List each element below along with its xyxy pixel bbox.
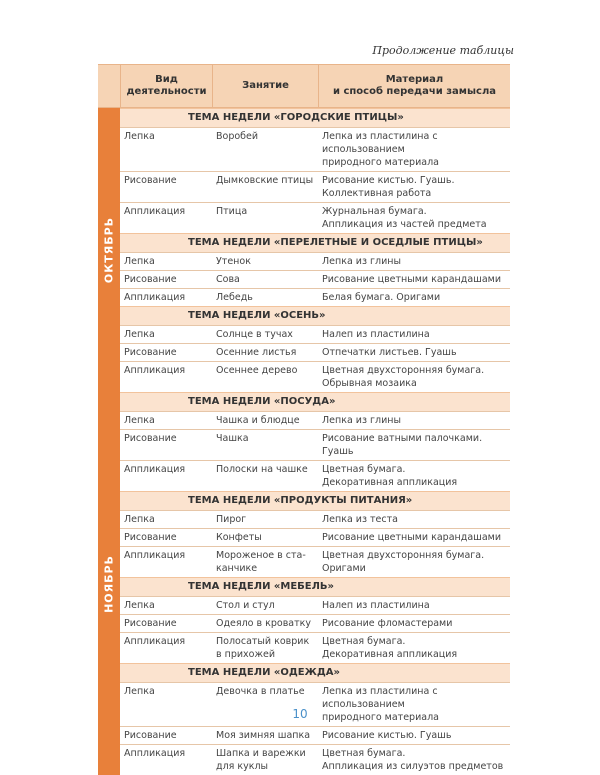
theme-title: ТЕМА НЕДЕЛИ «ОДЕЖДА» (120, 663, 510, 682)
material-cell: Лепка из пластилина с использованием природного материала (322, 131, 439, 168)
lesson-cell: Чашка и блюдце (216, 415, 300, 426)
table-row (120, 202, 510, 233)
activity-cell: Аппликация (124, 550, 186, 561)
material-cell: Отпечатки листьев. Гуашь (322, 347, 457, 358)
activity-cell: Лепка (124, 131, 155, 142)
material-cell: Лепка из теста (322, 514, 398, 525)
activity-cell: Рисование (124, 274, 177, 285)
header-activity: Вид деятельности (120, 65, 212, 107)
material-cell: Рисование ватными палочками. Гуашь (322, 433, 483, 457)
activity-cell: Лепка (124, 256, 155, 267)
table-row (120, 325, 510, 343)
month-label: ОКТЯБРЬ (102, 216, 116, 284)
lesson-cell: Утенок (216, 256, 251, 267)
table-row (120, 270, 510, 288)
month-label: НОЯБРЬ (102, 554, 116, 613)
table-row (120, 171, 510, 202)
lesson-cell: Конфеты (216, 532, 262, 543)
lesson-cell: Шапка и варежки для куклы (216, 748, 306, 772)
theme-title: ТЕМА НЕДЕЛИ «ОСЕНЬ» (120, 306, 510, 325)
table-row (120, 744, 510, 775)
lesson-cell: Одеяло в кроватку (216, 618, 312, 629)
month-strip (98, 108, 120, 392)
lesson-cell: Дымковские птицы (216, 175, 314, 186)
table-body (98, 108, 510, 775)
material-cell: Белая бумага. Оригами (322, 292, 441, 303)
material-cell: Налеп из пластилина (322, 329, 430, 340)
activity-cell: Лепка (124, 329, 155, 340)
activity-cell: Аппликация (124, 464, 186, 475)
table-row (120, 528, 510, 546)
theme-title: ТЕМА НЕДЕЛИ «МЕБЕЛЬ» (120, 577, 510, 596)
activity-cell: Лепка (124, 600, 155, 611)
table-header (98, 64, 510, 108)
material-cell: Рисование цветными карандашами (322, 274, 501, 285)
material-cell: Лепка из глины (322, 256, 401, 267)
activity-cell: Рисование (124, 730, 177, 741)
lesson-cell: Мороженое в ста- канчике (216, 550, 306, 574)
lesson-cell: Сова (216, 274, 240, 285)
table-row (120, 632, 510, 663)
material-cell: Цветная бумага. Аппликация из силуэтов предметов (322, 748, 504, 772)
activity-cell: Аппликация (124, 365, 186, 376)
lesson-cell: Моя зимняя шапка (216, 730, 311, 741)
table-row (120, 127, 510, 171)
theme-title: ТЕМА НЕДЕЛИ «ПЕРЕЛЕТНЫЕ И ОСЕДЛЫЕ ПТИЦЫ» (120, 233, 510, 252)
lesson-cell: Осенние листья (216, 347, 297, 358)
material-cell: Лепка из пластилина с использованием природного материала (322, 686, 439, 723)
material-cell: Рисование кистью. Гуашь. Коллективная работа (322, 175, 455, 199)
material-cell: Рисование фломастерами (322, 618, 453, 629)
lesson-cell: Лебедь (216, 292, 253, 303)
lesson-cell: Стол и стул (216, 600, 275, 611)
table-row (120, 510, 510, 528)
header-lesson: Занятие (212, 65, 318, 107)
activity-cell: Аппликация (124, 748, 186, 759)
activity-cell: Рисование (124, 175, 177, 186)
material-cell: Цветная двухсторонняя бумага. Обрывная мозаика (322, 365, 485, 389)
lesson-cell: Полосатый коврик в прихожей (216, 636, 310, 660)
lesson-cell: Солнце в тучах (216, 329, 293, 340)
table-row (120, 726, 510, 744)
activity-cell: Аппликация (124, 636, 186, 647)
month-content (120, 108, 510, 392)
lesson-cell: Воробей (216, 131, 259, 142)
table-row (120, 252, 510, 270)
header-material: Материал и способ передачи замысла (318, 65, 510, 107)
material-cell: Рисование цветными карандашами (322, 532, 501, 543)
table-row (120, 361, 510, 392)
activity-cell: Рисование (124, 618, 177, 629)
lesson-cell: Осеннее дерево (216, 365, 298, 376)
lesson-cell: Девочка в платье (216, 686, 305, 697)
page-number: 10 (292, 707, 308, 721)
activity-cell: Лепка (124, 686, 155, 697)
table-row (120, 288, 510, 306)
theme-title: ТЕМА НЕДЕЛИ «ПОСУДА» (120, 392, 510, 411)
theme-title: ТЕМА НЕДЕЛИ «ГОРОДСКИЕ ПТИЦЫ» (120, 108, 510, 127)
header-month (98, 65, 120, 107)
table-row (120, 343, 510, 361)
activity-cell: Аппликация (124, 206, 186, 217)
activity-cell: Рисование (124, 347, 177, 358)
activity-cell: Лепка (124, 514, 155, 525)
activity-cell: Рисование (124, 433, 177, 444)
material-cell: Цветная двухсторонняя бумага. Оригами (322, 550, 485, 574)
material-cell: Журнальная бумага. Аппликация из частей предмета (322, 206, 487, 230)
table-row (120, 596, 510, 614)
activity-table (98, 64, 510, 775)
activity-cell: Рисование (124, 532, 177, 543)
lesson-cell: Пирог (216, 514, 247, 525)
material-cell: Лепка из глины (322, 415, 401, 426)
lesson-cell: Чашка (216, 433, 249, 444)
table-caption: Продолжение таблицы (372, 44, 514, 57)
lesson-cell: Птица (216, 206, 248, 217)
table-row (120, 546, 510, 577)
lesson-cell: Полоски на чашке (216, 464, 308, 475)
material-cell: Цветная бумага. Декоративная аппликация (322, 464, 458, 488)
theme-title: ТЕМА НЕДЕЛИ «ПРОДУКТЫ ПИТАНИЯ» (120, 491, 510, 510)
month-block (98, 108, 510, 392)
table-row (120, 429, 510, 460)
material-cell: Налеп из пластилина (322, 600, 430, 611)
material-cell: Рисование кистью. Гуашь (322, 730, 452, 741)
activity-cell: Аппликация (124, 292, 186, 303)
activity-cell: Лепка (124, 415, 155, 426)
table-row (120, 614, 510, 632)
material-cell: Цветная бумага. Декоративная аппликация (322, 636, 458, 660)
table-row (120, 460, 510, 491)
table-row (120, 411, 510, 429)
